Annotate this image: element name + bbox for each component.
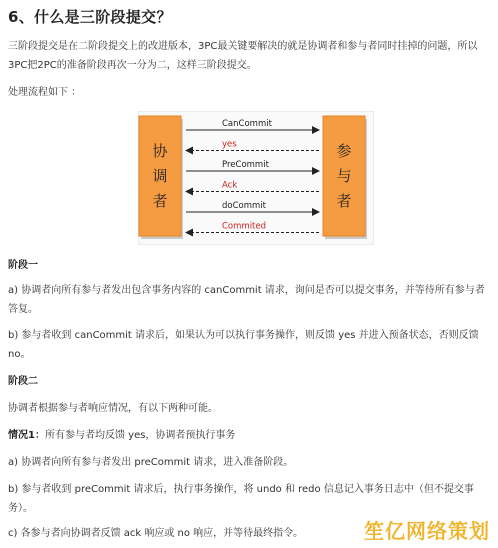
message-label-4: doCommit	[222, 201, 266, 211]
phase2-item-b: b) 参与者收到 preCommit 请求后，执行事务操作，将 undo 和 redo 信息记入事务日志中（但不提交事务）。	[8, 484, 474, 514]
intro-paragraph: 三阶段提交是在二阶段提交上的改进版本，3PC最关键要解决的就是协调者和参与者同时挂掉的问题，所以3PC把2PC的准备阶段再次一分为二，这样三阶段提交。	[8, 41, 478, 71]
watermark-logo: 笙亿网络策划	[364, 519, 490, 543]
phase2-item-c: c) 各参与者向协调者反馈 ack 响应或 no 响应，并等待最终指令。	[8, 528, 304, 539]
message-label-5: Commited	[222, 221, 267, 232]
3pc-flow-diagram	[138, 111, 374, 245]
phase1-item-b: b) 参与者收到 canCommit 请求后，如果认为可以执行事务操作，则反馈 yes 并进入预备状态，否则反馈 no。	[8, 330, 479, 360]
message-label-0: CanCommit	[222, 119, 272, 129]
phase2-title: 阶段二	[8, 376, 38, 387]
case1-label: 情况1：	[8, 430, 45, 441]
participant-label: 参与者	[336, 142, 352, 210]
phase2-desc: 协调者根据参与者响应情况，有以下两种可能。	[8, 403, 218, 414]
message-label-3: Ack	[222, 180, 238, 191]
flow-label: 处理流程如下 ：	[8, 87, 82, 98]
phase1-title: 阶段一	[8, 260, 38, 271]
message-label-1: yes	[222, 139, 237, 150]
message-label-2: PreCommit	[222, 160, 269, 170]
page-title: 6、什么是三阶段提交？	[8, 8, 172, 26]
phase1-item-a: a) 协调者向所有参与者发出包含事务内容的 canCommit 请求，询问是否可以提交事务，并等待所有参与者答复。	[8, 285, 485, 315]
coordinator-label: 协调者	[152, 142, 168, 210]
phase2-case1	[8, 426, 492, 445]
phase2-item-a: a) 协调者向所有参与者发出 preCommit 请求，进入准备阶段。	[8, 457, 294, 468]
case1-text: 所有参与者均反馈 yes，协调者预执行事务	[44, 430, 236, 441]
